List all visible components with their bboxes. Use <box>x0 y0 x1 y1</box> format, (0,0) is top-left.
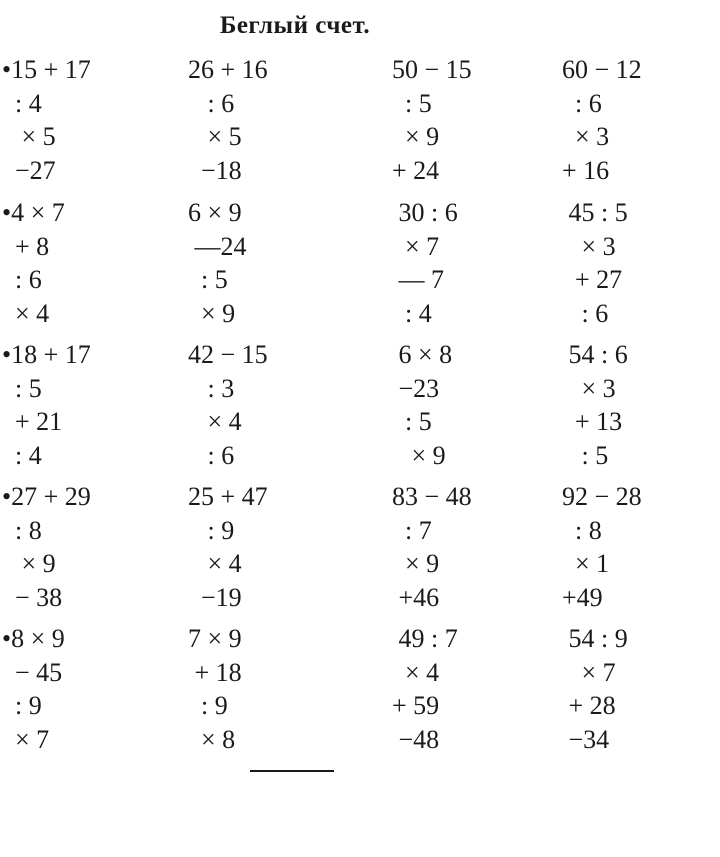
operation-step: −27 <box>2 155 56 185</box>
start-expression: 60 − 12 <box>562 55 642 84</box>
operation-step: × 9 <box>2 549 56 578</box>
exercise-chain <box>562 480 720 614</box>
operation-step: —24 <box>188 231 247 261</box>
start-expression: •4 × 7 <box>2 198 65 227</box>
operation-step: — 7 <box>392 265 444 294</box>
operation-step: × 7 <box>2 724 50 754</box>
exercise-chain <box>188 338 348 472</box>
operation-step: × 3 <box>562 373 616 403</box>
operation-step: +46 <box>392 582 440 612</box>
operation-step: : 8 <box>562 515 602 545</box>
operation-step: × 9 <box>392 549 440 578</box>
operation-step: : 6 <box>188 440 235 470</box>
operation-step: : 5 <box>562 440 609 470</box>
operation-step: : 5 <box>392 88 432 118</box>
operation-step: × 3 <box>562 122 610 151</box>
exercise-chain <box>188 53 348 187</box>
operation-step: : 5 <box>2 373 42 403</box>
exercise-chain <box>392 480 552 614</box>
start-expression: 92 − 28 <box>562 482 642 511</box>
start-expression: 6 × 8 <box>392 340 453 369</box>
exercise-group-3 <box>0 338 720 478</box>
operation-step: + 8 <box>2 231 50 261</box>
operation-step: × 7 <box>562 657 616 687</box>
start-expression: 7 × 9 <box>188 624 242 653</box>
operation-step: +49 <box>562 582 603 612</box>
operation-step: + 21 <box>2 407 63 436</box>
operation-step: + 18 <box>188 657 242 687</box>
operation-step: + 27 <box>562 265 623 294</box>
exercise-chain <box>188 622 348 756</box>
exercise-chain <box>562 338 720 472</box>
operation-step: −19 <box>188 582 242 612</box>
operation-step: : 4 <box>2 88 42 118</box>
start-expression: •8 × 9 <box>2 624 65 653</box>
operation-step: : 3 <box>188 373 235 403</box>
exercise-chain <box>562 196 720 330</box>
operation-step: : 6 <box>562 298 609 328</box>
start-expression: 83 − 48 <box>392 482 472 511</box>
operation-step: × 4 <box>2 298 50 328</box>
exercise-chain <box>2 53 162 187</box>
exercise-chain <box>2 480 162 614</box>
exercise-chain <box>562 622 720 756</box>
operation-step: : 5 <box>392 407 432 436</box>
operation-step: : 7 <box>392 515 432 545</box>
exercise-chain <box>392 53 552 187</box>
operation-step: : 5 <box>188 265 228 294</box>
operation-step: −34 <box>562 724 610 754</box>
start-expression: •15 + 17 <box>2 55 91 84</box>
operation-step: × 9 <box>392 440 446 470</box>
exercise-chain <box>392 622 552 756</box>
operation-step: × 9 <box>188 298 236 328</box>
operation-step: × 5 <box>188 122 242 151</box>
start-expression: 45 : 5 <box>562 198 628 227</box>
operation-step: × 4 <box>188 407 242 436</box>
operation-step: : 6 <box>2 265 42 294</box>
end-rule <box>250 770 334 772</box>
exercise-chain <box>562 53 720 187</box>
operation-step: + 16 <box>562 155 610 185</box>
exercise-group-1 <box>0 53 720 193</box>
operation-step: : 4 <box>392 298 432 328</box>
exercise-group-2 <box>0 196 720 336</box>
start-expression: 6 × 9 <box>188 198 242 227</box>
operation-step: × 3 <box>562 231 616 261</box>
operation-step: + 28 <box>562 691 616 720</box>
exercise-chain <box>2 338 162 472</box>
start-expression: 30 : 6 <box>392 198 458 227</box>
operation-step: : 9 <box>2 691 42 720</box>
operation-step: + 24 <box>392 155 440 185</box>
page-title: Беглый счет. <box>219 12 371 39</box>
exercise-chain <box>392 338 552 472</box>
start-expression: 49 : 7 <box>392 624 458 653</box>
start-expression: 25 + 47 <box>188 482 268 511</box>
operation-step: + 13 <box>562 407 623 436</box>
exercise-chain <box>392 196 552 330</box>
start-expression: 54 : 9 <box>562 624 628 653</box>
operation-step: − 45 <box>2 657 63 687</box>
start-expression: 26 + 16 <box>188 55 268 84</box>
start-expression: 50 − 15 <box>392 55 472 84</box>
operation-step: −18 <box>188 155 242 185</box>
operation-step: × 9 <box>392 122 440 151</box>
exercise-chain <box>188 196 348 330</box>
exercise-chain <box>2 622 162 756</box>
operation-step: × 4 <box>188 549 242 578</box>
operation-step: : 4 <box>2 440 42 470</box>
operation-step: −23 <box>392 373 440 403</box>
operation-step: : 6 <box>188 88 235 118</box>
operation-step: × 8 <box>188 724 236 754</box>
operation-step: : 9 <box>188 515 235 545</box>
exercise-chain <box>2 196 162 330</box>
operation-step: × 1 <box>562 549 610 578</box>
operation-step: − 38 <box>2 582 63 612</box>
operation-step: + 59 <box>392 691 440 720</box>
start-expression: 42 − 15 <box>188 340 268 369</box>
exercise-group-5 <box>0 622 720 762</box>
exercise-group-4 <box>0 480 720 620</box>
start-expression: •18 + 17 <box>2 340 91 369</box>
operation-step: : 8 <box>2 515 42 545</box>
operation-step: × 4 <box>392 657 440 687</box>
start-expression: •27 + 29 <box>2 482 91 511</box>
start-expression: 54 : 6 <box>562 340 628 369</box>
operation-step: × 7 <box>392 231 440 261</box>
operation-step: : 9 <box>188 691 228 720</box>
operation-step: −48 <box>392 724 440 754</box>
exercise-chain <box>188 480 348 614</box>
operation-step: × 5 <box>2 122 56 151</box>
operation-step: : 6 <box>562 88 602 118</box>
